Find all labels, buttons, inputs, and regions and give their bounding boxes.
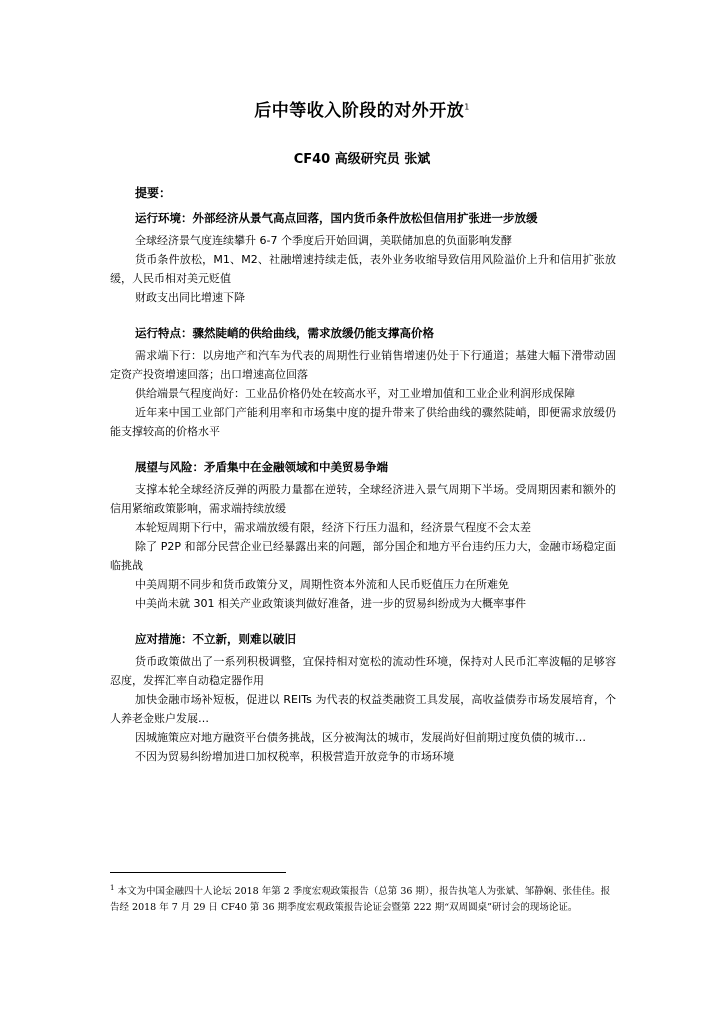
section-measures	[110, 631, 616, 766]
title-footnote-mark: 1	[464, 102, 470, 112]
paragraph: 供给端景气程度尚好：工业品价格仍处在较高水平，对工业增加值和工业企业利润形成保障	[135, 387, 575, 400]
footnote	[110, 880, 616, 916]
section-heading: 应对措施：不立新，则难以破旧	[135, 632, 296, 646]
footnote-divider	[110, 872, 286, 873]
paragraph: 中美周期不同步和货币政策分叉，周期性资本外流和人民币贬值压力在所难免	[135, 578, 509, 591]
paragraph: 支撑本轮全球经济反弹的两股力量都在逆转，全球经济进入景气周期下半场。受周期因素和额外的信用紧缩政策影响，需求端持续放缓	[110, 483, 616, 515]
paragraph: 不因为贸易纠纷增加进口加权税率，积极营造开放竞争的市场环境	[135, 750, 454, 763]
paragraph: 除了 P2P 和部分民营企业已经暴露出来的问题，部分国企和地方平台违约压力大，金融市场稳定面临挑战	[110, 540, 616, 572]
section-heading: 运行环境：外部经济从景气高点回落，国内货币条件放松但信用扩张进一步放缓	[135, 211, 538, 225]
section-heading: 展望与风险：矛盾集中在金融领域和中美贸易争端	[135, 460, 388, 474]
abstract-label: 提要：	[135, 186, 172, 200]
footnote-text: 本文为中国金融四十人论坛 2018 年第 2 季度宏观政策报告（总第 36 期），报告执笔人为张斌、邹静娴、张佳佳。报告经 2018 年 7 月 29 日 CF40 第 36 期季度宏观政策报告论证会暨第 222 期“双周圆桌”研讨会的现场论证。	[110, 886, 611, 914]
section-environment	[110, 210, 616, 307]
section-features	[110, 325, 616, 441]
section-outlook	[110, 459, 616, 613]
section-heading: 运行特点：骤然陡峭的供给曲线，需求放缓仍能支撑高价格	[135, 326, 434, 340]
paragraph: 近年来中国工业部门产能利用率和市场集中度的提升带来了供给曲线的骤然陡峭，即便需求放缓仍能支撑较高的价格水平	[110, 406, 616, 438]
abstract-body	[110, 210, 616, 784]
paragraph: 需求端下行：以房地产和汽车为代表的周期性行业销售增速仍处于下行通道；基建大幅下滑带动固定资产投资增速回落；出口增速高位回落	[110, 349, 616, 381]
footnote-mark: 1	[110, 884, 115, 892]
document-title	[0, 96, 724, 121]
paragraph: 财政支出同比增速下降	[135, 291, 245, 304]
paragraph: 中美尚未就 301 相关产业政策谈判做好准备，进一步的贸易纠纷成为大概率事件	[135, 597, 526, 610]
title-text: 后中等收入阶段的对外开放	[254, 101, 465, 121]
paragraph: 货币政策做出了一系列积极调整，宜保持相对宽松的流动性环境，保持对人民币汇率波幅的足够容忍度，发挥汇率自动稳定器作用	[110, 655, 616, 687]
author-line: CF40 高级研究员 张斌	[293, 152, 431, 167]
paragraph: 加快金融市场补短板，促进以 REITs 为代表的权益类融资工具发展，高收益债券市场发展培育，个人养老金账户发展…	[110, 693, 616, 725]
paragraph: 全球经济景气度连续攀升 6-7 个季度后开始回调，美联储加息的负面影响发酵	[135, 234, 512, 247]
paragraph: 因城施策应对地方融资平台债务挑战，区分被淘汰的城市，发展尚好但前期过度负债的城市…	[135, 731, 586, 744]
paragraph: 本轮短周期下行中，需求端放缓有限，经济下行压力温和，经济景气程度不会太差	[135, 521, 531, 534]
paragraph: 货币条件放松，M1、M2、社融增速持续走低，表外业务收缩导致信用风险溢价上升和信用扩张放缓，人民币相对美元贬值	[110, 253, 616, 285]
